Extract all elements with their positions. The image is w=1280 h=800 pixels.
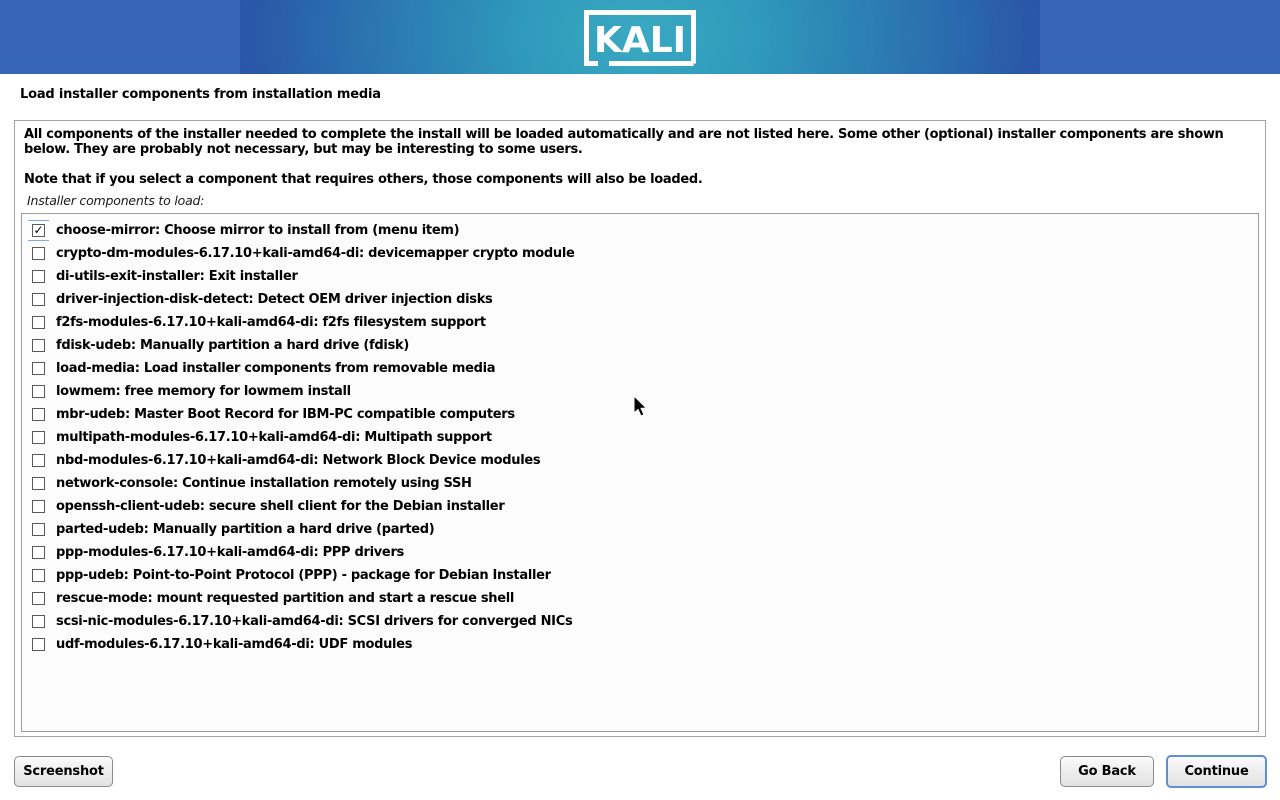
list-item[interactable]: [22, 449, 1258, 472]
kali-logo-text: KALI: [593, 20, 687, 61]
note-text: Note that if you select a component that requires others, those components will also be loaded.: [24, 172, 703, 187]
list-item[interactable]: [22, 380, 1258, 403]
checkbox-icon[interactable]: [32, 592, 45, 605]
checkbox-icon[interactable]: [32, 339, 45, 352]
list-item[interactable]: [22, 587, 1258, 610]
checkbox-icon[interactable]: [32, 477, 45, 490]
list-item[interactable]: [22, 518, 1258, 541]
checkbox-focus-ring: [28, 519, 49, 540]
list-item[interactable]: [22, 610, 1258, 633]
list-item[interactable]: [22, 288, 1258, 311]
kali-logo-icon: [581, 7, 699, 69]
checkbox-checked-icon[interactable]: ✓: [33, 223, 44, 237]
list-item[interactable]: [22, 311, 1258, 334]
component-list[interactable]: [21, 213, 1259, 732]
checkbox-focus-ring: [28, 243, 49, 264]
checkbox-icon[interactable]: [32, 247, 45, 260]
list-item[interactable]: [22, 541, 1258, 564]
component-label: f2fs-modules-6.17.10+kali-amd64-di: f2fs filesystem support: [56, 315, 486, 330]
checkbox-focus-ring: [28, 335, 49, 356]
checkbox-icon[interactable]: [32, 615, 45, 628]
checkbox-focus-ring: [28, 266, 49, 287]
checkbox-focus-ring: [28, 588, 49, 609]
list-item[interactable]: [22, 357, 1258, 380]
checkbox-focus-ring: [28, 289, 49, 310]
component-label: fdisk-udeb: Manually partition a hard drive (fdisk): [56, 338, 409, 353]
checkbox-focus-ring: [28, 404, 49, 425]
list-item[interactable]: [22, 219, 1258, 242]
checkbox-focus-ring: [28, 634, 49, 655]
component-label: lowmem: free memory for lowmem install: [56, 384, 351, 399]
checkbox-icon[interactable]: [32, 638, 45, 651]
list-item[interactable]: [22, 242, 1258, 265]
screenshot-button[interactable]: Screenshot: [14, 756, 113, 787]
checkbox-icon[interactable]: [32, 569, 45, 582]
content-frame: [14, 120, 1266, 737]
component-label: openssh-client-udeb: secure shell client for the Debian installer: [56, 499, 505, 514]
checkbox-focus-ring: [28, 358, 49, 379]
checkbox-icon[interactable]: [32, 270, 45, 283]
list-item[interactable]: [22, 265, 1258, 288]
component-label: ppp-udeb: Point-to-Point Protocol (PPP) - package for Debian Installer: [56, 568, 551, 583]
component-label: driver-injection-disk-detect: Detect OEM driver injection disks: [56, 292, 493, 307]
component-label: mbr-udeb: Master Boot Record for IBM-PC compatible computers: [56, 407, 515, 422]
checkbox-focus-ring: [28, 611, 49, 632]
component-label: udf-modules-6.17.10+kali-amd64-di: UDF modules: [56, 637, 413, 652]
checkbox-focus-ring: [28, 473, 49, 494]
component-label: scsi-nic-modules-6.17.10+kali-amd64-di: SCSI drivers for converged NICs: [56, 614, 573, 629]
component-label: rescue-mode: mount requested partition and start a rescue shell: [56, 591, 515, 606]
checkbox-icon[interactable]: [32, 316, 45, 329]
checkbox-focus-ring: [28, 427, 49, 448]
checkbox-focus-ring: [28, 220, 49, 241]
kali-banner: [0, 0, 1280, 74]
checkbox-focus-ring: [28, 312, 49, 333]
component-label: multipath-modules-6.17.10+kali-amd64-di: Multipath support: [56, 430, 492, 445]
list-item[interactable]: [22, 633, 1258, 656]
component-label: ppp-modules-6.17.10+kali-amd64-di: PPP drivers: [56, 545, 404, 560]
components-list-label: Installer components to load:: [27, 193, 205, 208]
component-label: crypto-dm-modules-6.17.10+kali-amd64-di: devicemapper crypto module: [56, 246, 575, 261]
list-item[interactable]: [22, 426, 1258, 449]
component-label: parted-udeb: Manually partition a hard drive (parted): [56, 522, 435, 537]
component-label: load-media: Load installer components from removable media: [56, 361, 496, 376]
checkbox-icon[interactable]: [32, 546, 45, 559]
checkbox-icon[interactable]: [32, 431, 45, 444]
continue-button[interactable]: Continue: [1166, 755, 1267, 788]
checkbox-icon[interactable]: [32, 385, 45, 398]
checkbox-icon[interactable]: [32, 523, 45, 536]
checkbox-focus-ring: [28, 496, 49, 517]
checkbox-icon[interactable]: [32, 454, 45, 467]
list-item[interactable]: [22, 403, 1258, 426]
go-back-button[interactable]: Go Back: [1060, 756, 1154, 787]
list-item[interactable]: [22, 334, 1258, 357]
checkbox-icon[interactable]: [32, 293, 45, 306]
checkbox-focus-ring: [28, 565, 49, 586]
checkbox-focus-ring: [28, 542, 49, 563]
checkbox-icon[interactable]: [32, 362, 45, 375]
checkbox-focus-ring: [28, 450, 49, 471]
list-item[interactable]: [22, 495, 1258, 518]
component-label: nbd-modules-6.17.10+kali-amd64-di: Network Block Device modules: [56, 453, 541, 468]
checkbox-icon[interactable]: [32, 408, 45, 421]
component-label: choose-mirror: Choose mirror to install from (menu item): [56, 223, 460, 238]
component-label: di-utils-exit-installer: Exit installer: [56, 269, 298, 284]
intro-text: All components of the installer needed to complete the install will be loaded automatically and are not listed here. Some other (optional) installer components are shown below. They are probably not necessary, but may be interesting to some users.: [24, 127, 1224, 157]
component-label: network-console: Continue installation remotely using SSH: [56, 476, 472, 491]
list-item[interactable]: [22, 472, 1258, 495]
list-item[interactable]: [22, 564, 1258, 587]
checkbox-focus-ring: [28, 381, 49, 402]
checkbox-icon[interactable]: [32, 500, 45, 513]
page-title: Load installer components from installation media: [20, 87, 381, 102]
